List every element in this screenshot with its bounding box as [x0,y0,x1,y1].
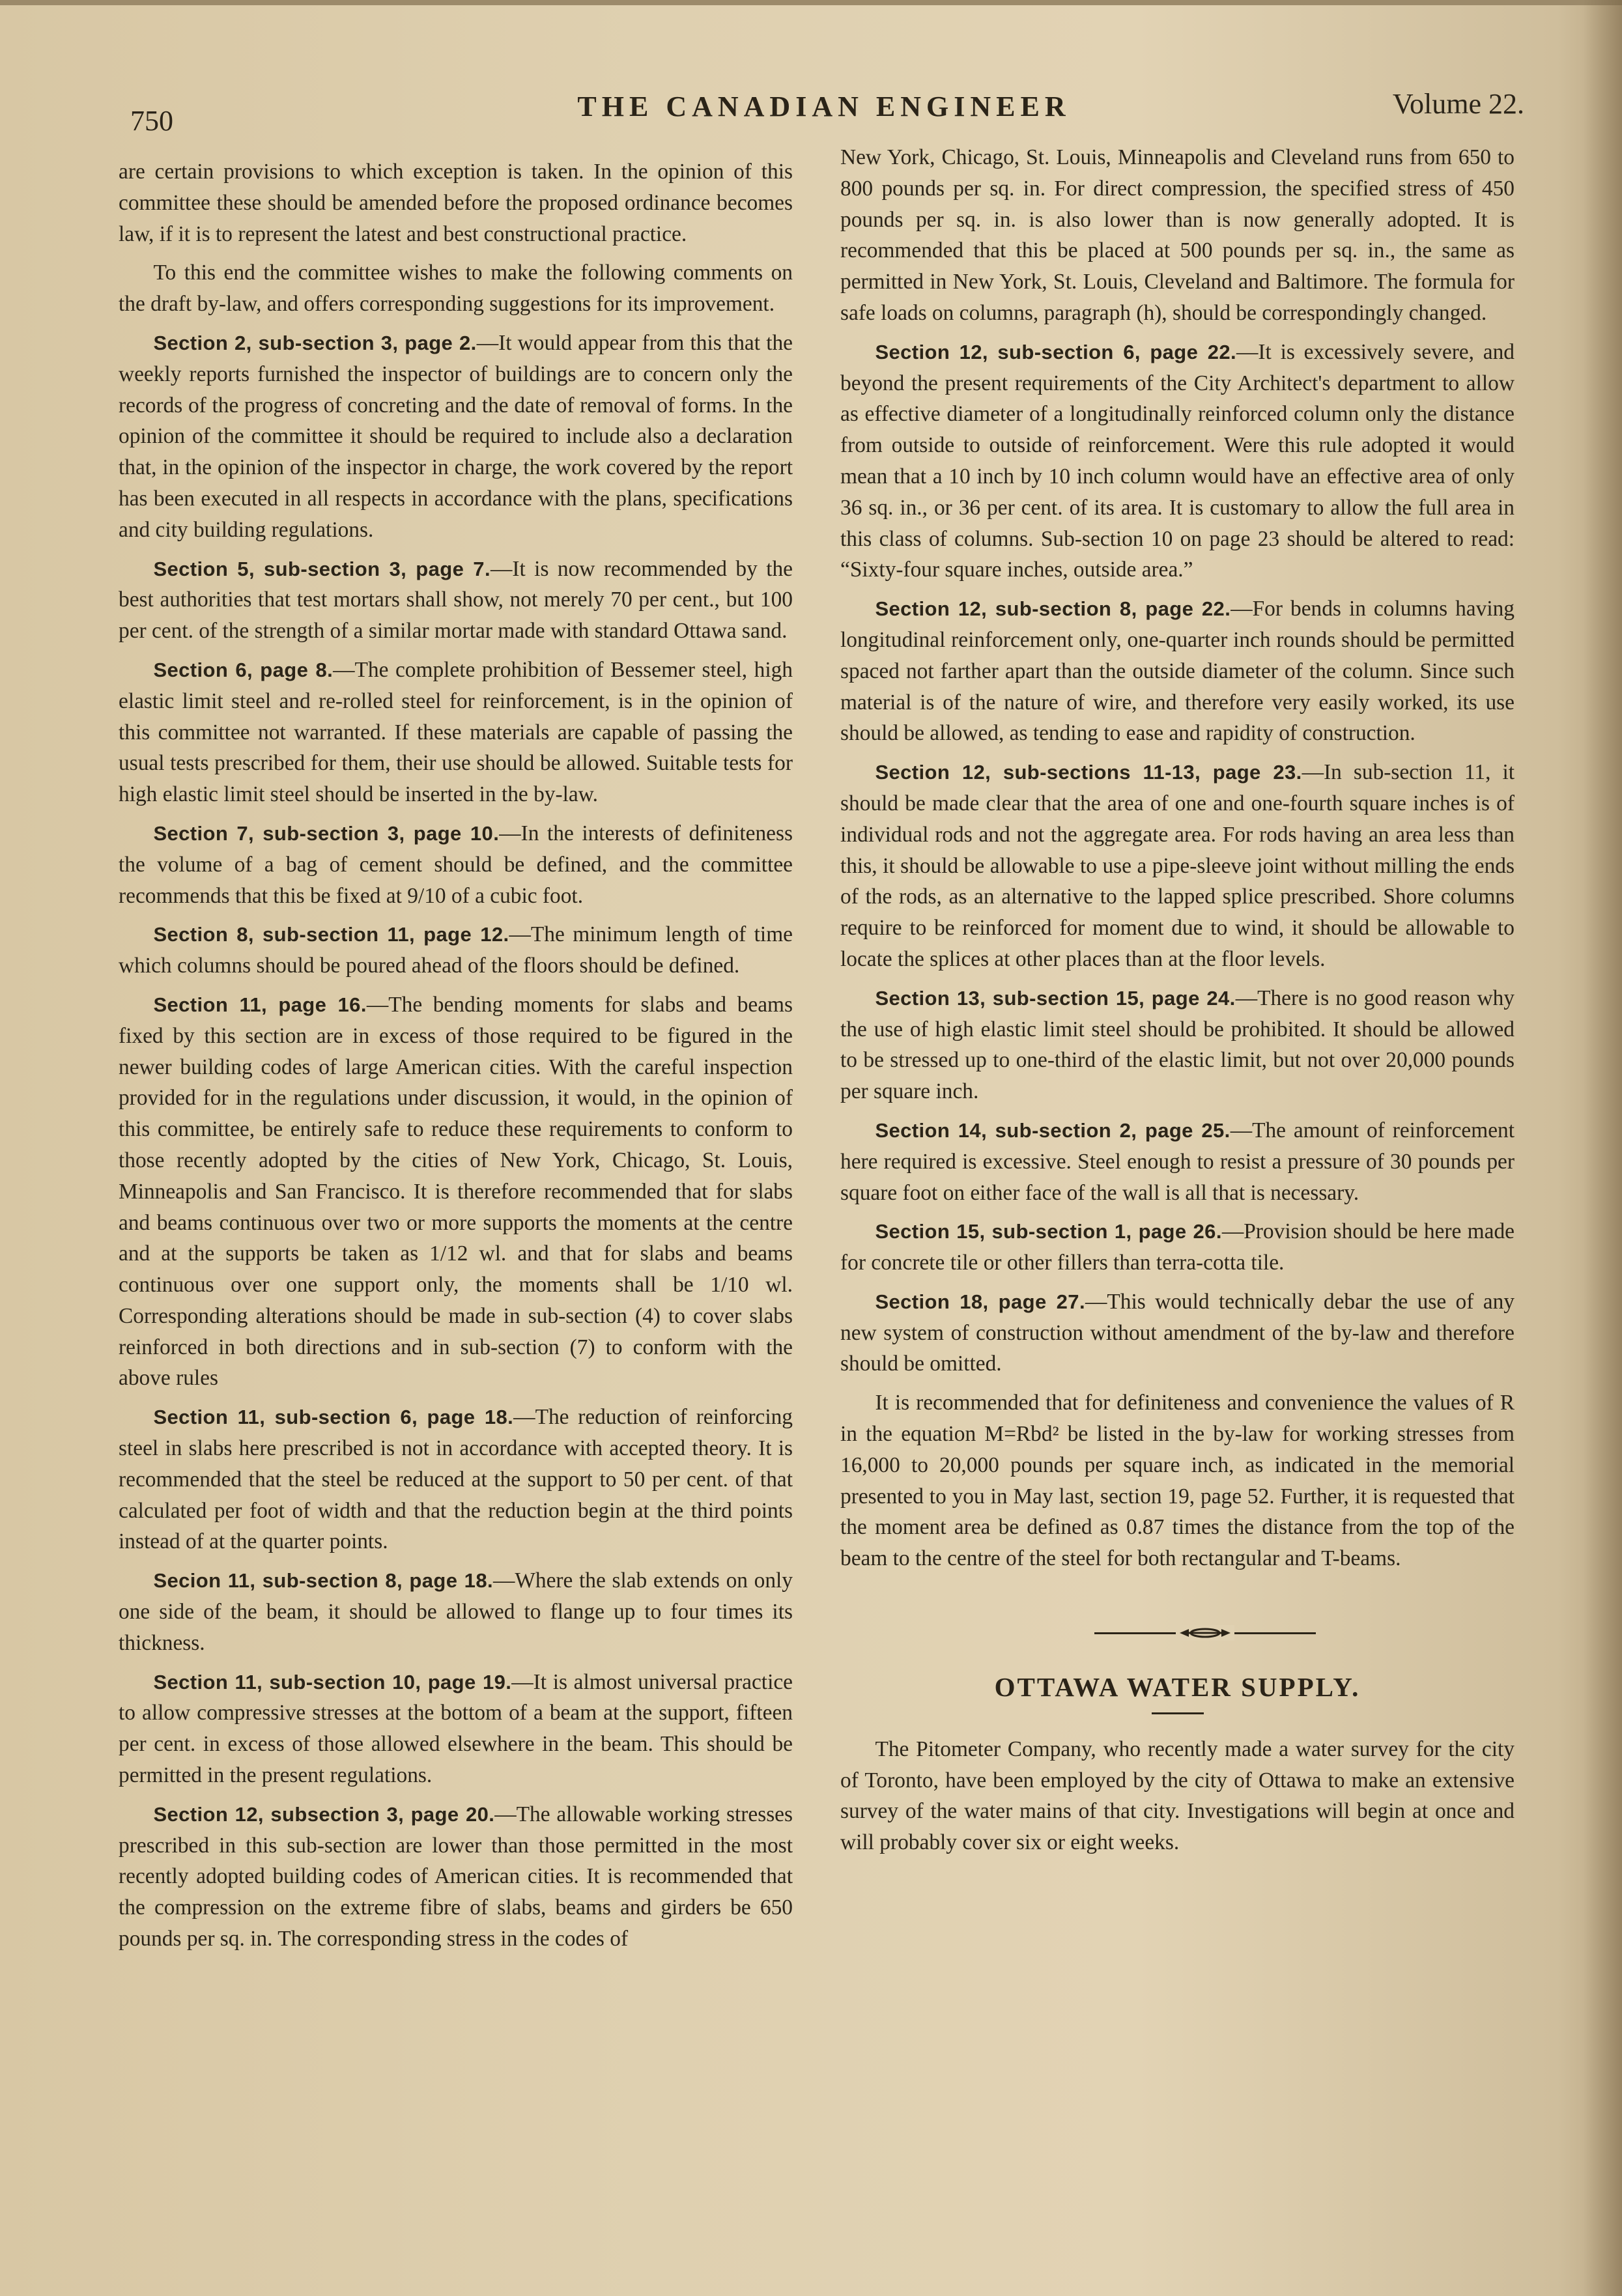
paragraph-text: —Provision should be here made for concrete tile or other fillers than terra-cotta tile. [840,1219,1515,1275]
paragraph [119,156,793,249]
running-title: THE CANADIAN ENGINEER [577,91,1071,122]
page-number: 750 [130,105,173,137]
paragraph-text: —The bending moments for slabs and beams fixed by this section are in excess of those required to be figured in the newer building codes of large American cities. With the careful inspection provided for in the regulations under discussion, it would, in the opinion of this committee, be entirely safe to reduce these requirements to conform to those recently adopted by the cities of New York, Chicago, St. Louis, Minneapolis and San Francisco. It is therefore recommended that for slabs and beams continuous over two or more supports the moments at the centre and at the supports be taken as 1/12 wl. and that for slabs and beams continuous over one support only, the moments shall be 1/10 wl. Corresponding alterations should be made in sub-section (4) to cover slabs reinforced in both directions and in sub-section (7) to conform with the above rules [119,992,793,1391]
paragraph-text: It is recommended that for definiteness and convenience the values of R in the equation M=Rbd² be listed in the by-law for working stresses from 16,000 to 20,000 pounds per square inch, as indicated in the memorial presented to you in May last, section 19, page 52. Further, it is requested that the moment area be defined as 0.87 times the distance from the top of the beam to the centre of the steel for both rectangular and T-beams. [840,1391,1515,1571]
section-reference: Section 7, sub-section 3, page 10. [153,821,500,845]
section-reference: Section 11, sub-section 10, page 19. [153,1670,512,1694]
paragraph [119,919,793,982]
section-reference: Section 2, sub-section 3, page 2. [153,331,477,354]
section-reference: Secion 11, sub-section 8, page 18. [153,1569,493,1593]
right-column [840,142,1515,1866]
right-column-sections [840,142,1515,1574]
paragraph [119,655,793,810]
paragraph [840,1216,1515,1279]
section-reference: Section 12, sub-section 6, page 22. [875,340,1237,363]
paragraph [840,337,1515,586]
paragraph-text: —In sub-section 11, it should be made clear that the area of one and one-fourth square inches is of individual rods and not the aggregate area. For rods having an area less than this, it should be allowable to use a pipe-sleeve joint without milling the ends of the rods, as an alternative to the lapped splice prescribed. Shore columns require to be reinforced for moment due to wind, it should be allowable to locate the splices at other places than at the floor levels. [840,760,1515,971]
paragraph-text: —This would technically debar the use of any new system of construction without amendment of the by-law and therefore should be omitted. [840,1289,1515,1376]
paragraph-text: —The complete prohibition of Bessemer steel, high elastic limit steel and re-rolled steel for reinforcement, is in the opinion of this committee not warranted. If these materials are capable of passing the usual tests prescribed for them, their use should be allowed. Suitable tests for high elastic limit steel should be inserted in the by-law. [119,657,793,807]
paragraph [840,142,1515,329]
section-reference: Section 5, sub-section 3, page 7. [153,557,491,580]
paragraph-text: —Where the slab extends on only one side of the beam, it should be allowed to flange up to four times its thickness. [119,1568,793,1655]
paragraph [840,757,1515,975]
article-body: The Pitometer Company, who recently made a water survey for the city of Toronto, have been employed by the city of Ottawa to make an extensive survey of the water mains of that city. Investigations will begin at once and will probably cover six or eight weeks. [840,1736,1515,1855]
top-edge [0,0,1622,5]
volume-label: Volume 22. [1392,88,1524,120]
paragraph [840,593,1515,749]
section-reference: Section 11, page 16. [153,993,367,1016]
section-reference: Section 15, sub-section 1, page 26. [875,1220,1222,1243]
paragraph-text: To this end the committee wishes to make the following comments on the draft by-law, and offers corresponding suggestions for its improvement. [119,261,793,317]
paragraph-text: —The amount of reinforcement here required is excessive. Steel enough to resist a pressure of 30 pounds per square foot on either face of the wall is all that is necessary. [840,1118,1515,1205]
title-rule [1152,1712,1204,1714]
section-reference: Section 12, sub-sections 11-13, page 23. [875,761,1302,784]
paragraph-text: —In the interests of definiteness the volume of a bag of cement should be defined, and the committee recommends that this be fixed at 9/10 of a cubic foot. [119,821,793,908]
binding-shadow [1583,0,1622,2296]
section-reference: Section 18, page 27. [875,1290,1085,1313]
paragraph [840,1115,1515,1208]
paragraph-text: are certain provisions to which exception is taken. In the opinion of this committee these should be amended before the proposed ordinance becomes law, if it is to represent the latest and best constructional practice. [119,160,793,246]
ornament-icon [1176,1625,1234,1641]
paragraph-text: —It would appear from this that the weekly reports furnished the inspector of buildings are to concern only the records of the progress of concreting and the date of removal of forms. In the opinion of the committee it should be required to include also a declaration that, in the opinion of the inspector in charge, the work covered by the report has been executed in all respects in accordance with the plans, specifications and city building regulations. [119,330,793,542]
section-reference: Section 12, subsection 3, page 20. [153,1802,495,1826]
left-column [119,156,793,1963]
paragraph [840,983,1515,1107]
section-reference: Section 12, sub-section 8, page 22. [875,597,1231,621]
section-divider [840,1620,1515,1646]
paragraph [119,1799,793,1955]
paragraph [840,1286,1515,1380]
paragraph [840,1387,1515,1574]
section-reference: Section 6, page 8. [153,658,334,681]
section-reference: Section 14, sub-section 2, page 25. [875,1118,1231,1142]
paragraph [119,989,793,1394]
paragraph [119,554,793,647]
paragraph [119,818,793,911]
paragraph-text: —It is now recommended by the best authorities that test mortars shall show, not merely 70 per cent., but 100 per cent. of the strength of a similar mortar made with standard Ottawa sand. [119,556,793,644]
paragraph-text: —For bends in columns having longitudinal reinforcement only, one-quarter inch rounds should be permitted spaced not farther apart than the outside diameter of the column. Since such material is of the nature of wire, and therefore very easily worked, its use should be allowed, as tending to ease and rapidity of construction. [840,597,1515,746]
paragraph [119,1667,793,1791]
paragraph-text: —It is excessively severe, and beyond the present requirements of the City Architect's department to allow as effective diameter of a longitudinally reinforced column only the distance from outside to outside of reinforcement. Were this rule adopted it would mean that a 10 inch by 10 inch column would have an effective area of only 36 sq. in., or 36 per cent. of its area. It is customary to allow the full area in this class of columns. Sub-section 10 on page 23 should be altered to read: “Sixty-four square inches, outside area.” [840,339,1515,582]
paragraph-text: New York, Chicago, St. Louis, Minneapolis and Cleveland runs from 650 to 800 pounds per sq. in. For direct compression, the specified stress of 450 pounds per sq. in. is also lower than is now generally adopted. It is recommended that this be placed at 500 pounds per sq. in., the same as permitted in New York, St. Louis, Cleveland and Baltimore. The formula for safe loads on columns, paragraph (h), should be correspondingly changed. [840,145,1515,325]
paragraph-text: —The minimum length of time which columns should be poured ahead of the floors should be defined. [119,922,793,978]
section-reference: Section 13, sub-section 15, page 24. [875,986,1236,1010]
section-reference: Section 11, sub-section 6, page 18. [153,1406,514,1429]
article-title: OTTAWA WATER SUPPLY. [994,1672,1361,1703]
paragraph-text: —It is almost universal practice to allow compressive stresses at the bottom of a beam at the support, fifteen per cent. in excess of those allowed elsewhere in the beam. This should be permitted in the present regulations. [119,1669,793,1788]
paragraph [119,257,793,320]
paragraph-text: —The reduction of reinforcing steel in slabs here prescribed is not in accordance with accepted theory. It is recommended that the steel be reduced at the support to 50 per cent. of that calculated per foot of width and that the reduction begin at the third points instead of at the quarter points. [119,1405,793,1554]
section-reference: Section 8, sub-section 11, page 12. [153,923,509,946]
paragraph [119,1565,793,1658]
paragraph-text: —There is no good reason why the use of high elastic limit steel should be prohibited. It should be allowed to be stressed up to one-third of the elastic limit, but not over 20,000 pounds per square inch. [840,985,1515,1104]
page-header [124,78,1524,137]
paragraph-text: —The allowable working stresses prescribed in this sub-section are lower than those permitted in the most recently adopted building codes of American cities. It is recommended that the compression on the extreme fibre of slabs, beams and girders be 650 pounds per sq. in. The corresponding stress in the codes of [119,1802,793,1951]
paragraph [119,328,793,546]
paragraph [119,1402,793,1557]
